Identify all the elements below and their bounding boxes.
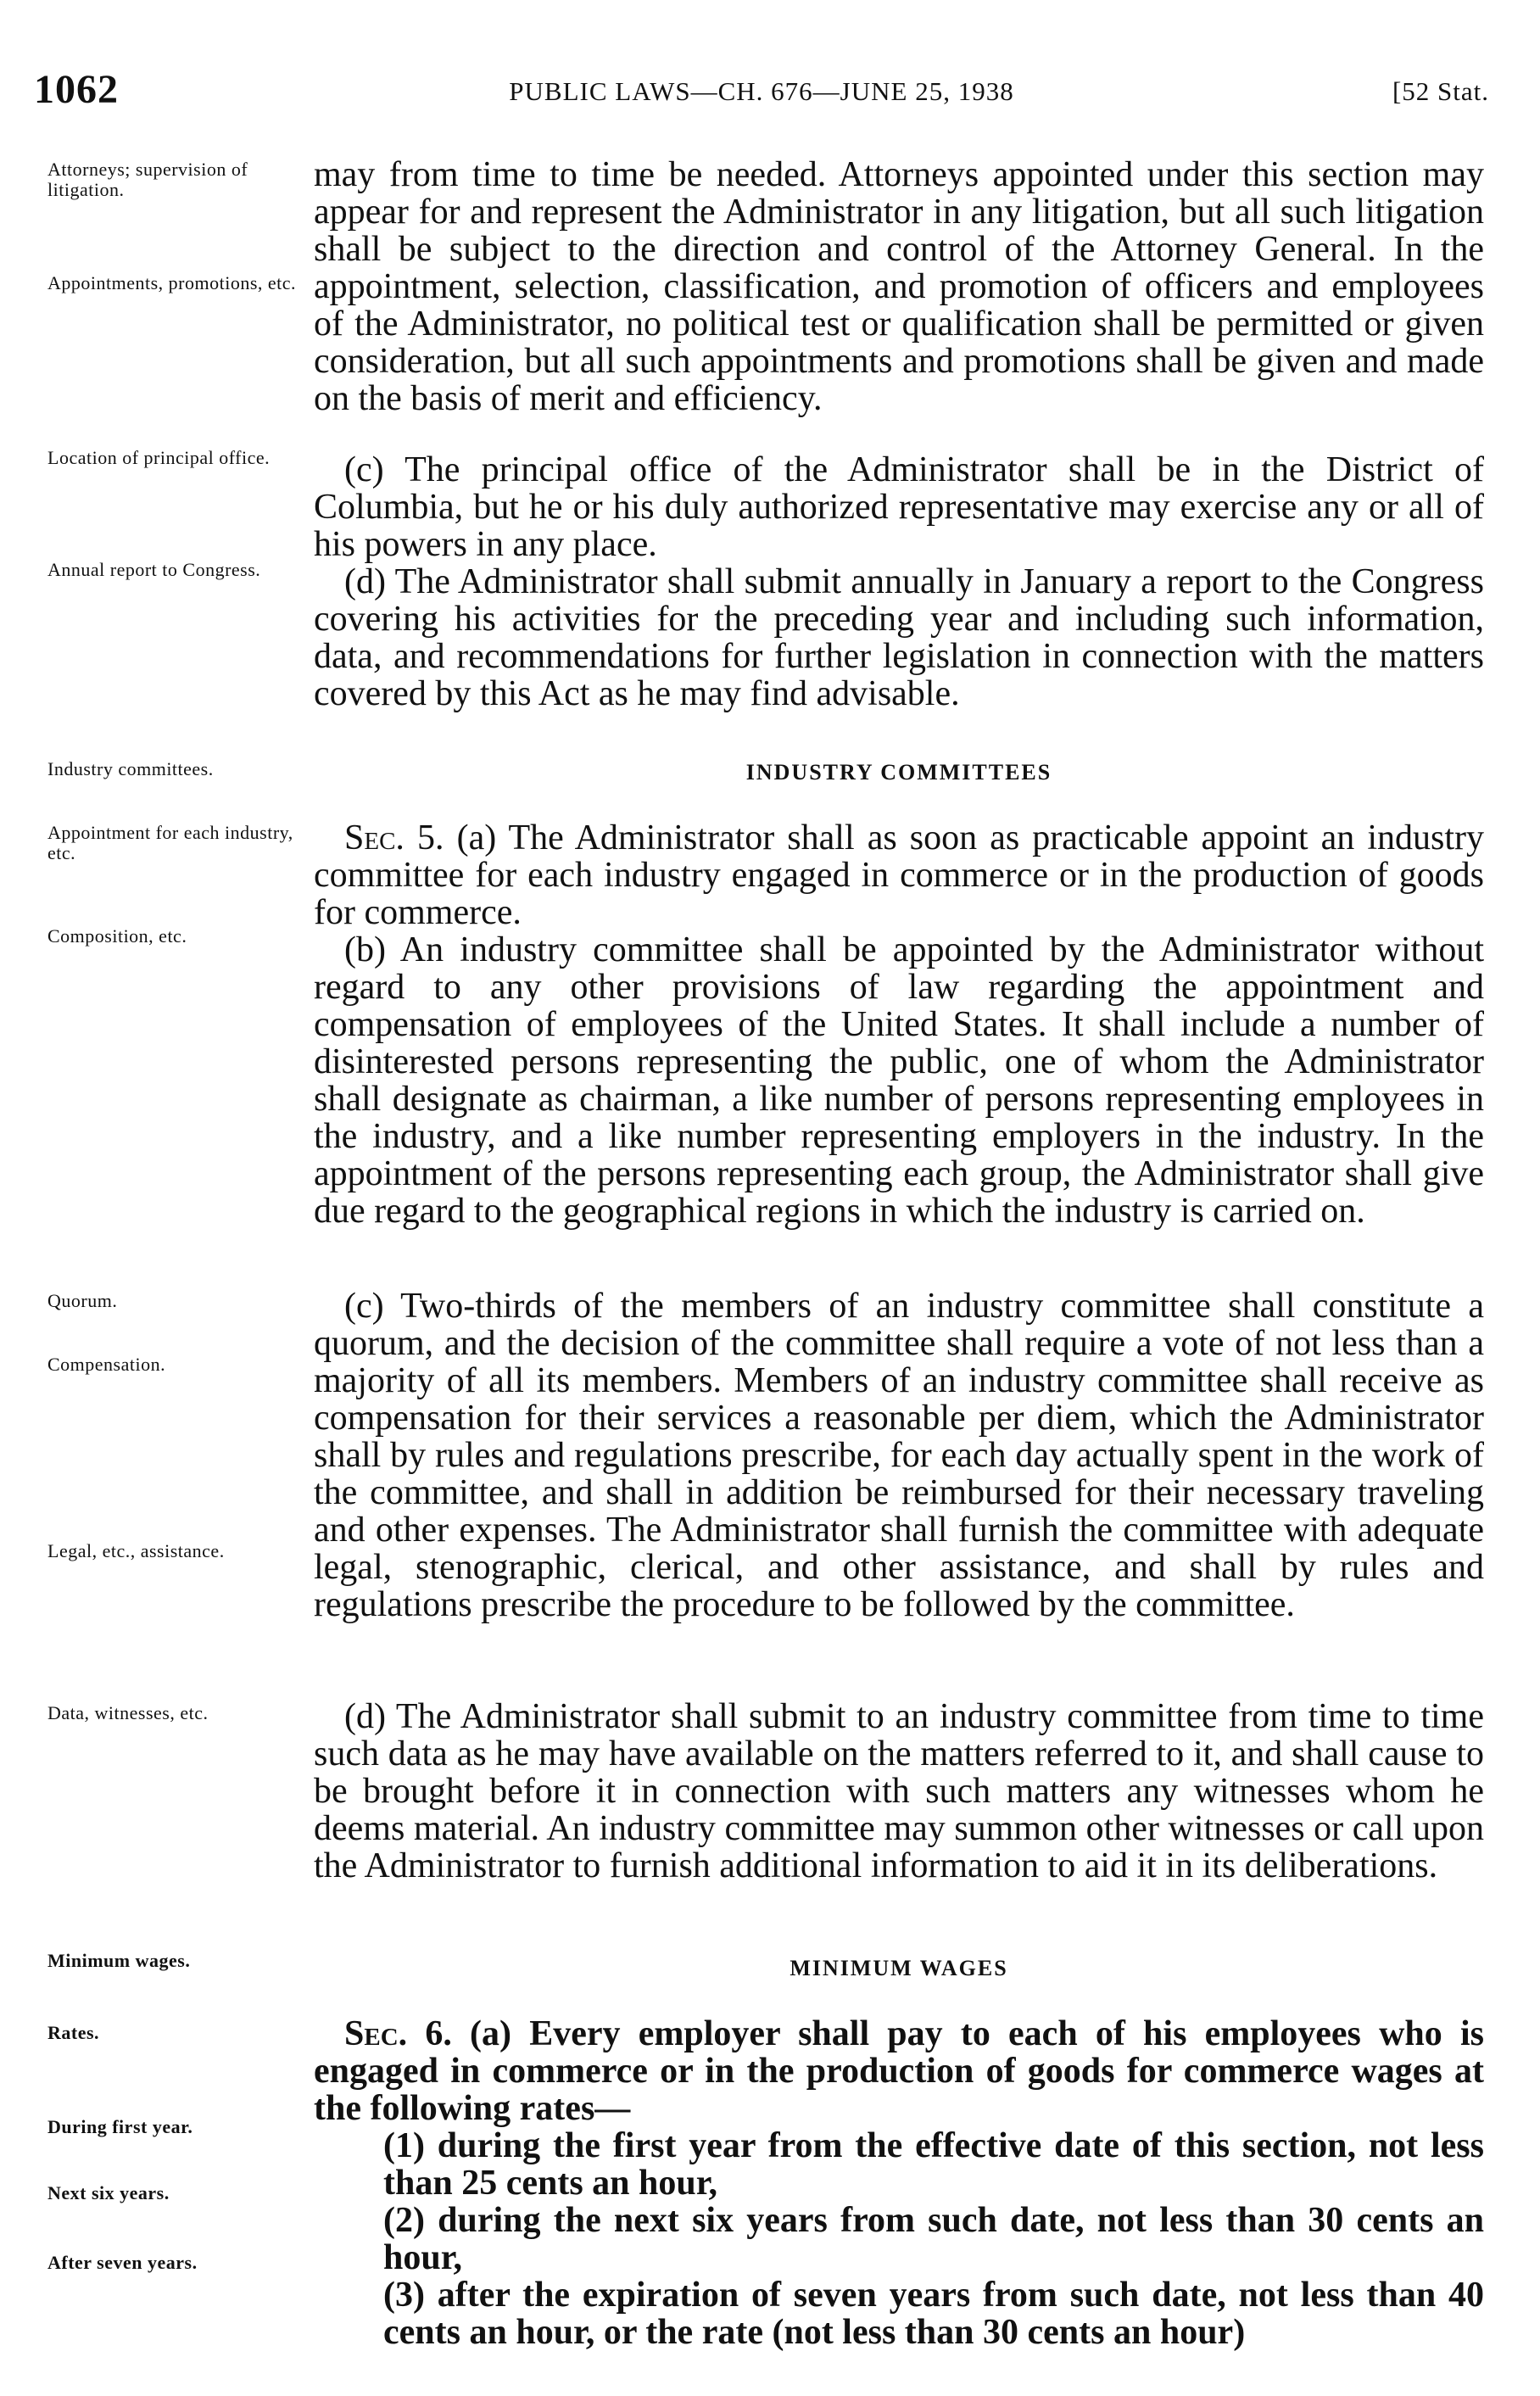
page-header [34, 66, 1489, 126]
margin-note-data-witnesses: Data, witnesses, etc. [47, 1702, 209, 1723]
margin-note-quorum: Quorum. [47, 1290, 118, 1311]
margin-note-next-six-years: Next six years. [47, 2182, 170, 2203]
paragraph-sec5-d: (d) The Administrator shall submit to an industry committee from time to time such data as he may have available on the matters referred to it, and shall cause to be brought before it in connection with such matters any witnesses whom he deems material. An industry committee may summon other witnesses or call upon the Administrator to furnish additional information to aid it in its deliberations. [314, 1697, 1484, 1885]
heading-industry-committees: INDUSTRY COMMITTEES [745, 760, 1052, 785]
paragraph-attorneys: may from time to time be needed. Attorneys appointed under this section may appear for and represent the Administrator in any litigation, but all such litigation shall be subject to the direction and control of the Attorney General. In the appointment, selection, classification, and promotion of officers and employees of the Administrator, no political test or qualification shall be permitted or given consideration, but all such appointments and promotions shall be given and made on the basis of merit and efficiency. [314, 155, 1484, 418]
paragraph-sec5-c: (c) Two-thirds of the members of an industry committee shall constitute a quorum, and the decision of the committee shall require a vote of not less than a majority of all its members. Members of an industry committee shall receive as compensation for their services a reasonable per diem, which the Administrator shall by rules and regulations prescribe, for each day actually spent in the work of the committee, and shall in addition be reimbursed for their necessary traveling and other expenses. The Administrator shall furnish the committee with adequate legal, stenographic, clerical, and other assistance, and shall by rules and regulations prescribe the procedure to be followed by the committee. [314, 1287, 1484, 1624]
running-head: PUBLIC LAWS—CH. 676—JUNE 25, 1938 [509, 76, 1014, 106]
margin-note-legal: Legal, etc., assistance. [47, 1540, 225, 1561]
margin-note-minimum-wages: Minimum wages. [47, 1950, 191, 1971]
paragraph-c-principal-office: (c) The principal office of the Administrator shall be in the District of Columbia, but he or his duly authorized representative may exercise any or all of his powers in any place. [314, 450, 1484, 564]
margin-note-appointment-each: Appointment for each industry, etc. [47, 822, 293, 863]
margin-note-rates: Rates. [47, 2022, 100, 2043]
list-item-next-six-years: (2) during the next six years from such date, not less than 30 cents an hour, [383, 2201, 1484, 2277]
margin-note-first-year: During first year. [47, 2116, 193, 2137]
paragraph-sec5-b: (b) An industry committee shall be appointed by the Administrator without regard to any other provisions of law regarding the appointment and compensation of employees of the United States. It shall include a number of disinterested persons representing the public, one of whom the Administrator shall designate as chairman, a like number of persons representing employees in the industry, and a like number representing employers in the industry. In the appointment of the persons representing each group, the Administrator shall give due regard to the geographical regions in which the industry is carried on. [314, 930, 1484, 1231]
heading-minimum-wages: MINIMUM WAGES [790, 1956, 1008, 1980]
sec6-a-text: (a) Every employer shall pay to each of his employees who is engaged in commerce or in the production of goods for commerce wages at the following rates— [314, 2014, 1484, 2128]
margin-note-attorneys: Attorneys; supervision of litigation. [47, 159, 248, 200]
margin-note-annual-report: Annual report to Congress. [47, 559, 261, 580]
margin-note-industry-committees: Industry committees. [47, 758, 214, 779]
list-item-after-seven-years: (3) after the expiration of seven years from such date, not less than 40 cents an hour, or the rate (not less than 30 cents an hour) [383, 2276, 1484, 2352]
margin-note-appointments: Appointments, promotions, etc. [47, 272, 297, 293]
page-number: 1062 [34, 67, 119, 112]
list-item-first-year: (1) during the first year from the effective date of this section, not less than 25 cents an hour, [383, 2126, 1484, 2203]
section-6-label: Sec. 6. [344, 2014, 452, 2053]
margin-note-location: Location of principal office. [47, 447, 271, 468]
section-5-label: Sec. 5. [344, 818, 444, 857]
margin-note-compensation: Compensation. [47, 1354, 166, 1375]
margin-note-after-seven-years: After seven years. [47, 2252, 198, 2273]
paragraph-sec5-a [314, 819, 1484, 931]
paragraph-d-annual-report: (d) The Administrator shall submit annually in January a report to the Congress covering his activities for the preceding year and including such information, data, and recommendations for further legislation in connection with the matters covered by this Act as he may find advisable. [314, 562, 1484, 713]
margin-note-composition: Composition, etc. [47, 925, 187, 947]
paragraph-sec6-a [314, 2015, 1484, 2127]
sec5-a-text: (a) The Administrator shall as soon as practicable appoint an industry committee for each industry engaged in commerce or in the production of goods for commerce. [314, 818, 1485, 932]
statute-reference: [52 Stat. [1392, 76, 1489, 106]
